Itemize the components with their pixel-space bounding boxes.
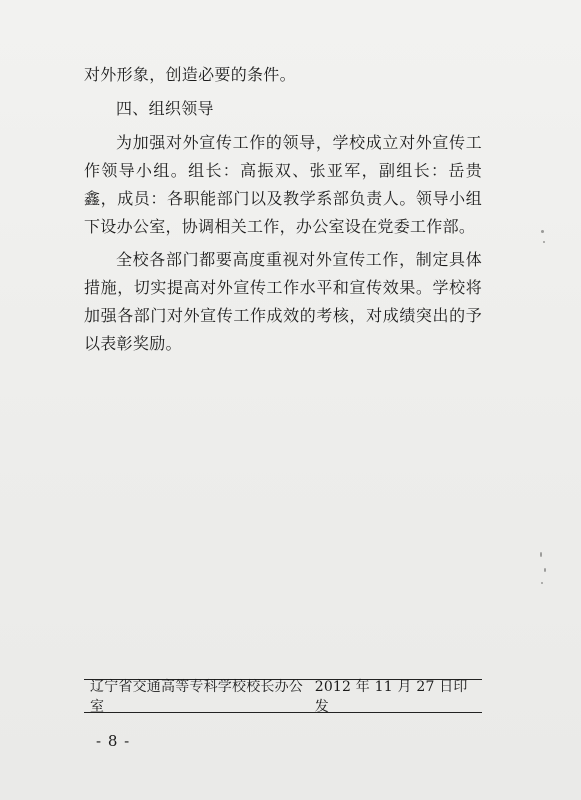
issue-date: 2012 年 11 月 27 日印发 [314, 679, 468, 715]
scan-speck [541, 230, 544, 233]
scan-speck [541, 582, 543, 584]
page-number: - 8 - [96, 732, 131, 750]
section-heading: 四、组织领导 [116, 99, 214, 118]
document-body [84, 61, 482, 358]
paragraph-leadership-group: 为加强对外宣传工作的领导，学校成立对外宣传工作领导小组。组长：高振双、张亚军，副组长：岳贵鑫，成员：各职能部门以及教学系部负责人。领导小组下设办公室，协调相关工作，办公室设在党委工作部。 [84, 133, 482, 236]
paragraph-department-requirements: 全校各部门都要高度重视对外宣传工作，制定具体措施，切实提高对外宣传工作水平和宣传效果。学校将加强各部门对外宣传工作成效的考核，对成绩突出的予以表彰奖励。 [84, 250, 482, 353]
scan-speck [540, 552, 542, 557]
scan-speck [543, 241, 545, 243]
scan-speck [544, 568, 546, 572]
lead-line: 对外形象，创造必要的条件。 [84, 65, 296, 84]
document-footer [84, 679, 482, 713]
issuer-name: 辽宁省交通高等专科学校校长办公室 [90, 679, 303, 715]
